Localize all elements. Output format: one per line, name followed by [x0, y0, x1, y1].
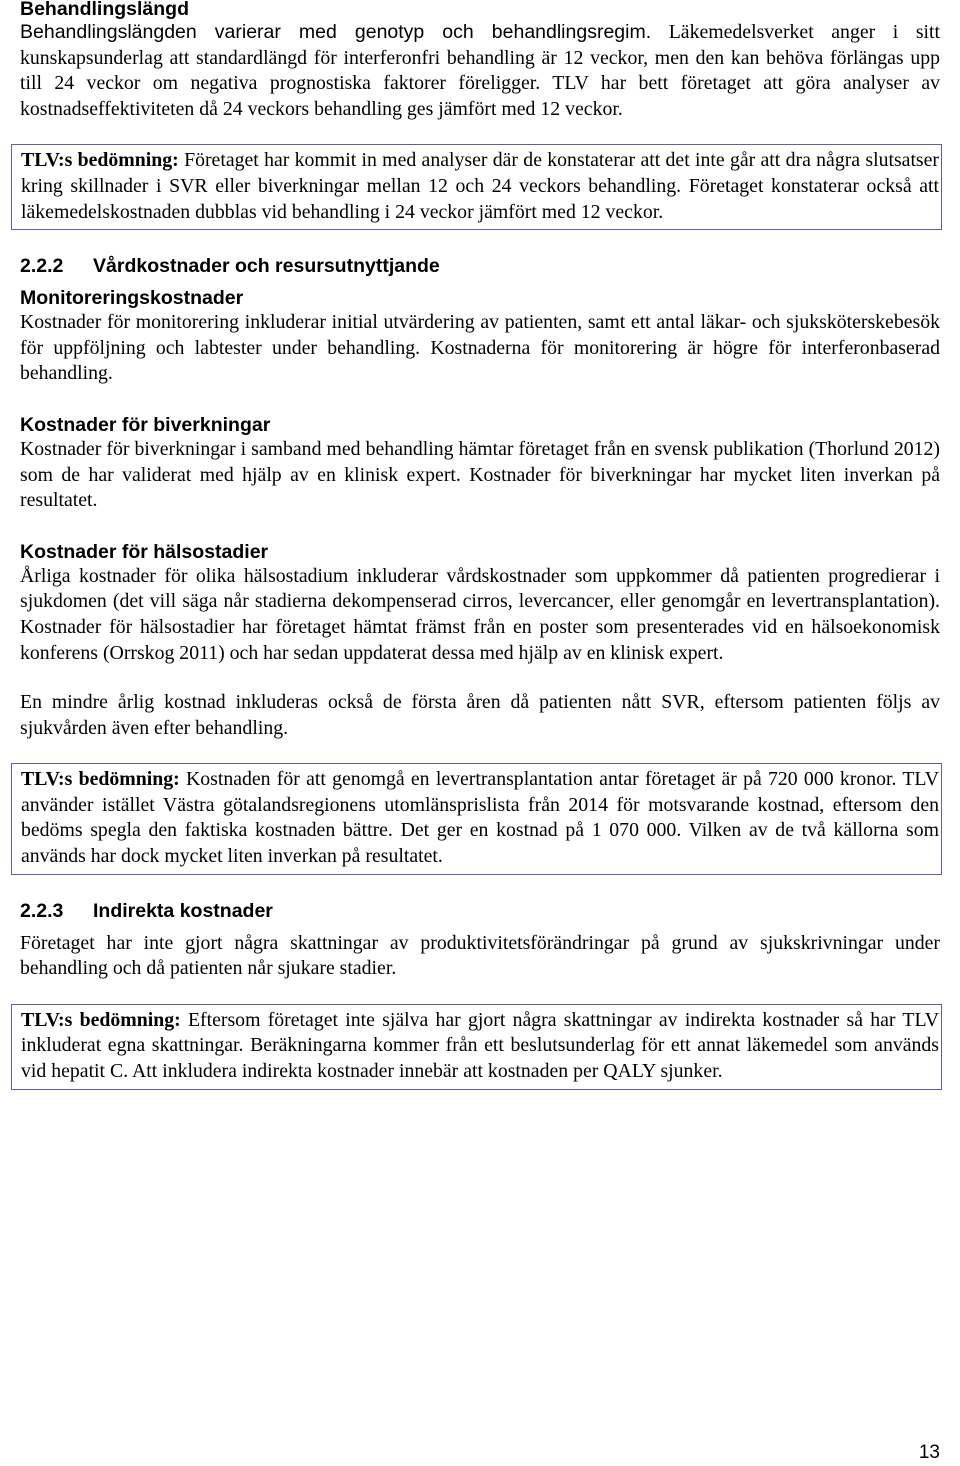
heading-behandlingslangd: Behandlingslängd [20, 0, 190, 20]
page-number: 13 [918, 1442, 940, 1463]
intro-sentence: Behandlingslängden varierar med genotyp och behandlingsregim. [20, 21, 652, 43]
paragraph-halsostadier: Årliga kostnader för olika hälsostadium inkluderar vårdskostnader som uppkommer då patienten progredierar i sjukdomen (det vill säga når stadierna dekompenserad cirros, levercancer, eller genomgår en levertransplantation). Kostnader för hälsostadier har företaget hämtat främst från en poster som presenterades vid en hälsoekonomisk konferens (Orrskog 2011) och har sedan uppdaterat dessa med hjälp av en klinisk expert. [20, 564, 940, 664]
assessment-text: Eftersom företaget inte själva har gjort några skattningar av indirekta kostnader så har TLV inkluderat egna skattningar. Beräkningarna kommer från ett beslutsunderlag för ett annat läkemedel som används vid hepatit C. Att inkludera indirekta kostnader innebär att kostnaden per QALY sjunker. [21, 1008, 939, 1083]
assessment-text: Företaget har kommit in med analyser där de konstaterar att det inte går att dra några slutsatser kring skillnader i SVR eller biverkningar mellan 12 och 24 veckors behandling. Företaget konstaterar också att läkemedelskostnaden dubblas vid behandling i 24 veckor jämfört med 12 veckor. [21, 149, 940, 223]
assessment-label: TLV:s bedömning: [21, 149, 179, 172]
paragraph-biverkningar: Kostnader för biverkningar i samband med behandling hämtar företaget från en svensk publikation (Thorlund 2012) som de har validerat med hjälp av en klinisk expert. Kostnader för biverkningar har mycket liten inverkan på resultatet. [20, 437, 940, 512]
paragraph-monitoreringskostnader: Kostnader för monitorering inkluderar initial utvärdering av patienten, samt ett antal läkar- och sjuksköterskebesök för uppföljning och labtester under behandling. Kostnaderna för monitorering är högre för interferonbaserad behandling. [20, 311, 940, 385]
assessment-box-indirekta [11, 1004, 942, 1090]
behandlingslangd-body: Läkemedelsverket anger i sitt kunskapsunderlag att standardlängd för interferonfri behandling är 12 veckor, men den kan behöva förlängas upp till 24 veckor om negativa prognostiska faktorer föreligger. TLV har bett företaget att göra analyser av kostnadseffektiviteten då 24 veckors behandling ges jämfört med 12 veckor. [20, 21, 941, 120]
assessment-text: Kostnaden för att genomgå en levertransplantation antar företaget är på 720 000 kronor. TLV använder istället Västra götalandsregionens utomlänsprislista från 2014 för motsvarande kostnad, eftersom den bedöms spegla den faktiska kostnaden bättre. Det ger en kostnad på 1 070 000. Vilken av de två källorna som används har dock mycket liten inverkan på resultatet. [21, 768, 939, 868]
heading-biverkningar: Kostnader för biverkningar [20, 413, 271, 436]
section-number: 2.2.2 [20, 255, 64, 278]
heading-monitoreringskostnader: Monitoreringskostnader [20, 287, 244, 310]
paragraph-indirekta: Företaget har inte gjort några skattningar av produktivitetsförändringar på grund av sjukskrivningar under behandling och då patienten når sjukare stadier. [20, 931, 940, 980]
section-title: Indirekta kostnader [93, 899, 273, 922]
assessment-label: TLV:s bedömning: [21, 1008, 181, 1031]
document-page [20, 0, 940, 1090]
assessment-box-vardkostnader [11, 763, 942, 874]
section-title: Vårdkostnader och resursutnyttjande [93, 255, 440, 278]
heading-halsostadier: Kostnader för hälsostadier [20, 540, 269, 563]
paragraph-behandlingslangd [20, 20, 940, 122]
heading-vardkostnader [20, 254, 940, 278]
section-number: 2.2.3 [20, 899, 64, 922]
paragraph-svr: En mindre årlig kostnad inkluderas också de första åren då patienten nått SVR, eftersom patienten följs av sjukvården även efter behandling. [20, 691, 940, 739]
assessment-label: TLV:s bedömning: [21, 768, 180, 791]
heading-indirekta-kostnader [20, 899, 940, 923]
assessment-box-behandlingslangd [11, 144, 942, 230]
